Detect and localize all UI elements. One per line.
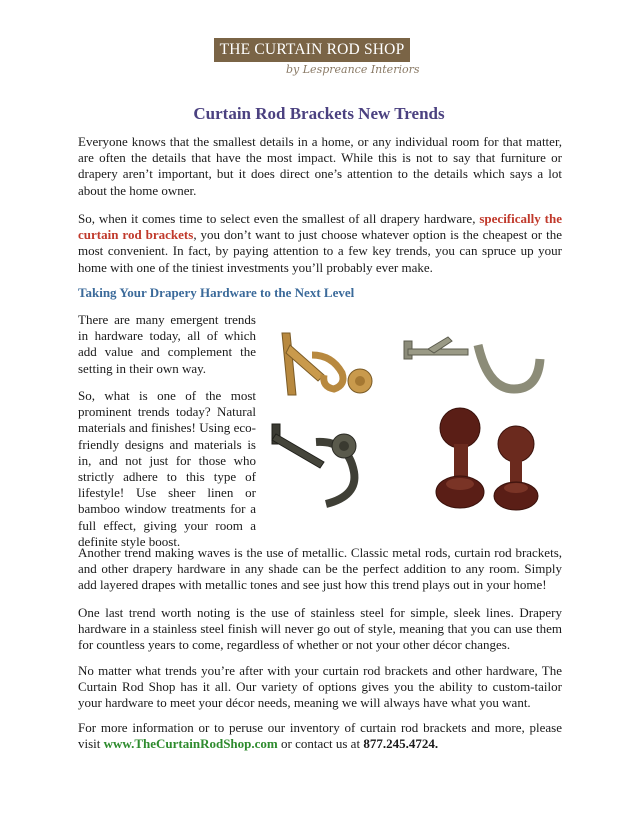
phone-number[interactable]: 877.245.4724. xyxy=(363,736,439,752)
brackets-link[interactable]: specifically the curtain rod brackets xyxy=(78,211,562,243)
contact-middle: or contact us at xyxy=(277,736,364,752)
brass-bracket-image xyxy=(262,315,394,415)
paragraph-selection-text: So, when it comes time to select even the smallest of all drapery hardware, xyxy=(78,211,480,226)
paragraph-natural-materials: So, what is one of the most prominent trends today? Natural materials and finishes! Using eco-friendly designs and materials is in, and not just for those who strictly adhere to this type of lifestyle! Use sheer linen or bamboo window treatments for a full effect, giving your room a definite style boost. xyxy=(78,388,256,549)
paragraph-stainless: One last trend worth noting is the use of stainless steel for simple, sleek lines. Drapery hardware in a stainless steel finish will never go out of style, meaning that you can use them for countless years to come, regardless of whether or not your other décor changes. xyxy=(78,605,562,653)
brand-logo xyxy=(214,38,420,88)
paragraph-metallic: Another trend making waves is the use of metallic. Classic metal rods, curtain rod brackets, and other drapery hardware in any shade can be the perfect addition to any room. Simply add layered drapes with metallic tones and see just how this trend plays out in your home! xyxy=(78,545,562,593)
paragraph-intro: Everyone knows that the smallest details in a home, or any individual room for that matter, are often the details that have the most impact. While this is not to say that furniture or drapery aren’t important, but it does direct one’s attention to the details which says a lot about the home owner. xyxy=(78,134,562,198)
paragraph-emergent-trends: There are many emergent trends in hardware today, all of which add value and complement the setting in their own way. xyxy=(78,312,256,376)
page-title: Curtain Rod Brackets New Trends xyxy=(193,104,445,123)
contact-text: For more information or to peruse our inventory of curtain rod brackets and more, please visit xyxy=(78,720,562,752)
paragraph-selection xyxy=(78,211,562,276)
logo-wordmark: THE CURTAIN ROD SHOP xyxy=(214,38,410,62)
paragraph-selection-tail: , you don’t want to just choose whatever option is the cheapest or the most convenient. In fact, by paying attention to a few key trends, you can spruce up your home with one of the tiniest investments you’ll probably ever make. xyxy=(78,227,562,275)
wood-bracket-image xyxy=(420,400,550,520)
paragraph-contact xyxy=(78,720,562,752)
website-link[interactable]: www.TheCurtainRodShop.com xyxy=(103,736,278,752)
logo-tagline: by Lespreance Interiors xyxy=(286,63,420,76)
section-heading: Taking Your Drapery Hardware to the Next Level xyxy=(78,285,355,300)
bronze-bracket-image xyxy=(262,412,392,522)
paragraph-no-matter: No matter what trends you’re after with your curtain rod brackets and other hardware, The Curtain Rod Shop has it all. Our variety of options gives you the ability to custom-tailor your hardware to meet your décor needs, meaning we will always have what you want. xyxy=(78,663,562,711)
pewter-bracket-image xyxy=(398,325,558,405)
